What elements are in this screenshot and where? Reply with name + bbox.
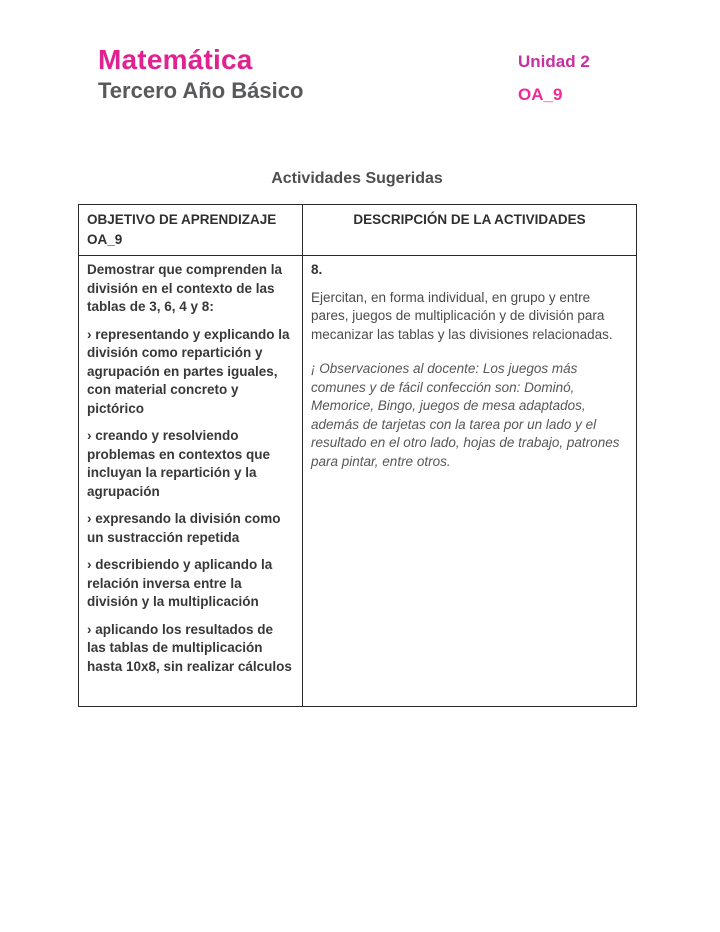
oa-code-label: OA_9 — [518, 85, 563, 104]
unit-label: Unidad 2 — [518, 52, 590, 71]
activity-description: Ejercitan, en forma individual, en grupo y entre pares, juegos de multiplicación y de división para mecanizar las tablas y las divisiones relacionadas. — [311, 289, 613, 342]
activity-number: 8. — [311, 262, 323, 277]
objective-bullet: › aplicando los resultados de las tablas de multiplicación hasta 10x8, sin realizar cálculos — [87, 621, 292, 674]
activities-table — [78, 204, 637, 707]
objective-header-line1: OBJETIVO DE APRENDIZAJE — [87, 212, 277, 227]
description-header-cell: DESCRIPCIÓN DE LA ACTIVIDADES — [303, 205, 637, 256]
objective-bullet: › expresando la división como un sustracción repetida — [87, 511, 281, 545]
objective-bullet: › creando y resolviendo problemas en contextos que incluyan la repartición y la agrupación — [87, 428, 271, 499]
activity-cell — [303, 256, 637, 707]
objective-bullet: › representando y explicando la división como repartición y agrupación en partes iguales, con material concreto y pictórico — [87, 326, 290, 416]
objective-header-cell — [79, 205, 303, 256]
grade-subtitle: Tercero Año Básico — [98, 78, 304, 103]
objective-intro: Demostrar que comprenden la división en el contexto de las tablas de 3, 6, 4 y 8: — [87, 262, 283, 314]
page-title: Actividades Sugeridas — [271, 170, 443, 187]
objective-bullet: › describiendo y aplicando la relación inversa entre la división y la multiplicación — [87, 557, 273, 609]
table-header-row — [79, 205, 637, 256]
objective-header-line2: OA_9 — [87, 232, 123, 247]
objective-cell — [79, 256, 303, 707]
subject-title: Matemática — [98, 44, 253, 75]
teacher-note: ¡ Observaciones al docente: Los juegos más comunes y de fácil confección son: Dominó, Memorice, Bingo, juegos de mesa adaptados, además de tarjetas con la tarea por un lado y el resultado en el otro lado, hojas de trabajo, patrones para pintar, entre otros. — [311, 361, 620, 469]
table-body-row — [79, 256, 637, 707]
